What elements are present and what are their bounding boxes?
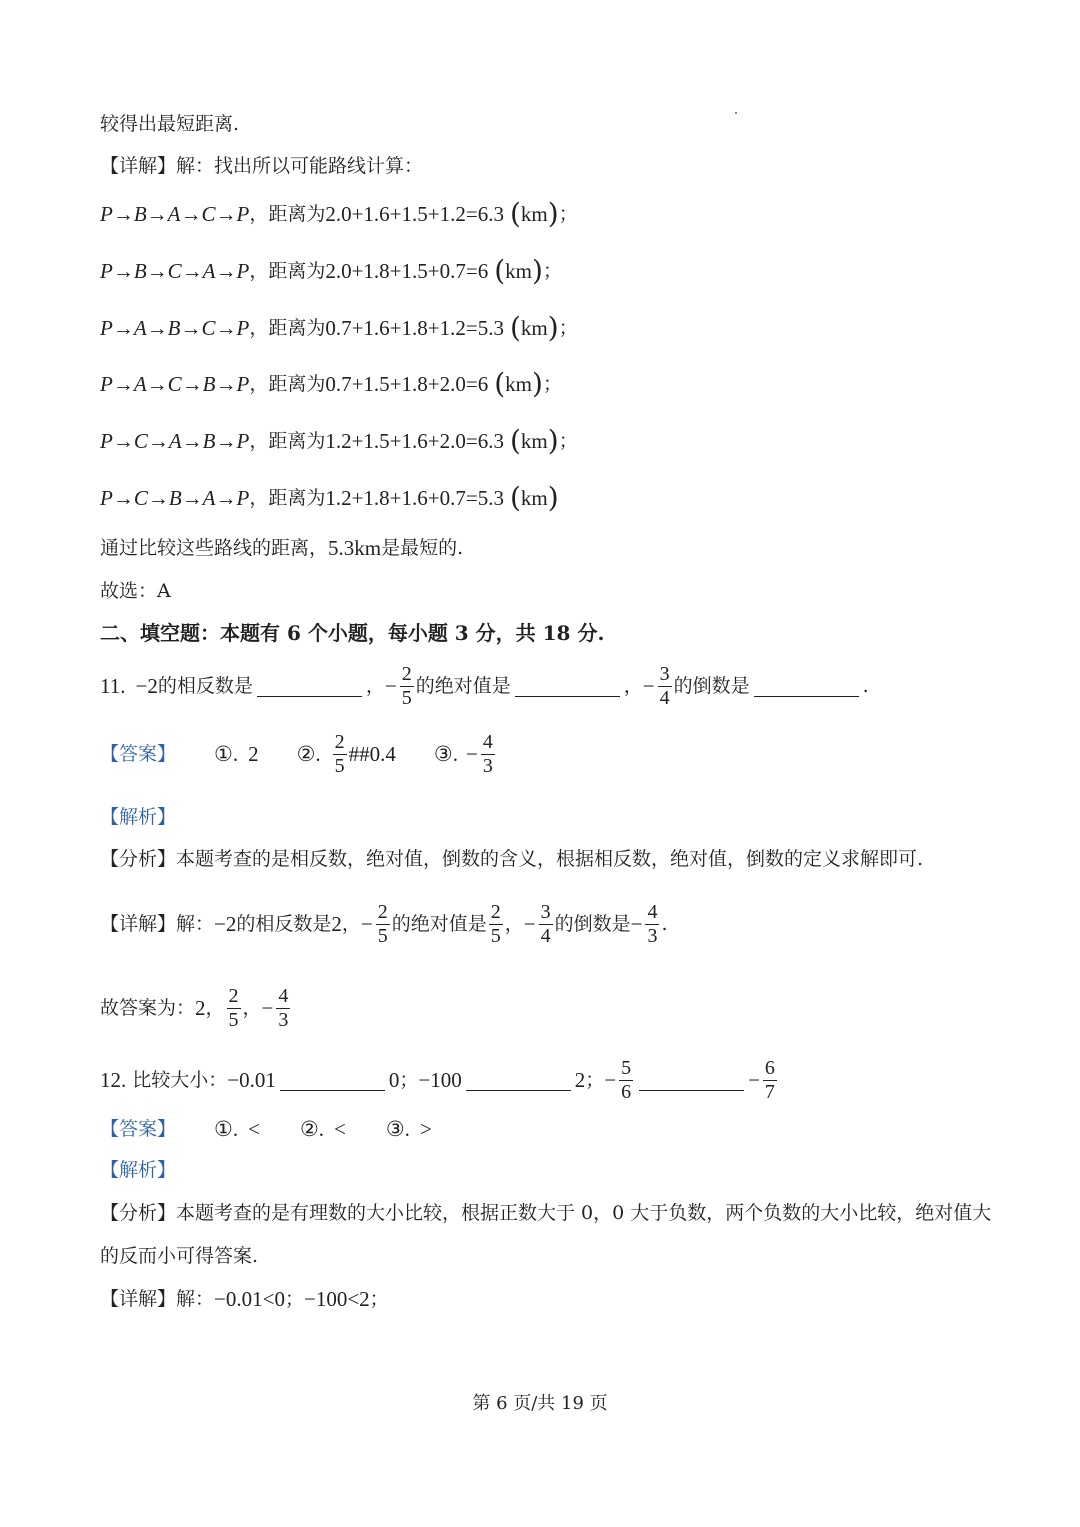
fraction: $\frac{2}{5}$ xyxy=(334,730,345,777)
fraction: $\frac{4}{3}$ xyxy=(647,900,658,947)
analysis-12: 【分析】 本题考查的是有理数的大小比较，根据正数大于 0，0 大于负数，两个负数的大小比较，绝对值大 xyxy=(100,1202,992,1224)
route-expr: 0.7+1.6+1.8+1.2=5.3 xyxy=(325,316,504,340)
compare-line: 通过比较这些路线的距离， 5.3km 是最短的. xyxy=(100,536,464,560)
question-11: 11. −2 的相反数是 ， − $\frac{2}{5}$ 的绝对值是 ， − $\frac{3}{4}$ 的倒数是 . xyxy=(100,662,869,709)
fraction: $\frac{2}{5}$ xyxy=(228,984,239,1031)
fraction: $\frac{4}{3}$ xyxy=(482,730,493,777)
fraction: $\frac{2}{5}$ xyxy=(377,900,388,947)
route-path: P→A→B→C→P xyxy=(100,316,250,340)
route-expr: 1.2+1.5+1.6+2.0=6.3 xyxy=(325,429,504,453)
analysis-12-cont: 的反而小可得答案. xyxy=(100,1245,259,1267)
route-path: P→B→A→C→P xyxy=(100,202,250,226)
fraction: $\frac{5}{6}$ xyxy=(621,1056,632,1103)
analysis-label: 【解析】 xyxy=(100,806,177,828)
detail-11: 【详解】 解： −2 的相反数是 2 ， − $\frac{2}{5}$ 的绝对值是 $\frac{2}{5}$ ， − $\frac{3}{4}$ 的倒数是 − $\frac{4}{3}$ . xyxy=(100,900,668,947)
detail-intro: 【详解】 解：找出所以可能路线计算： xyxy=(100,155,424,177)
route-path: P→C→B→A→P xyxy=(100,486,250,510)
intro-line: 较得出最短距离. xyxy=(100,113,240,135)
route-line: P→C→A→B→P ，距离为 1.2+1.5+1.6+2.0=6.3 ( km ) ； xyxy=(100,424,578,457)
analysis-label: 【解析】 xyxy=(100,1159,177,1181)
answer-12: 【答案】 ①. < ②. < ③. > xyxy=(100,1117,432,1141)
route-line: P→B→C→A→P ，距离为 2.0+1.8+1.5+0.7=6 ( km ) ； xyxy=(100,254,562,287)
route-expr: 2.0+1.6+1.5+1.2=6.3 xyxy=(325,202,504,226)
answer-11-final: 故答案为： 2 ， $\frac{2}{5}$ ， − $\frac{4}{3}$ xyxy=(100,984,289,1031)
fraction: $\frac{2}{5}$ xyxy=(490,900,501,947)
route-line: P→A→B→C→P ，距离为 0.7+1.6+1.8+1.2=5.3 ( km ) ； xyxy=(100,311,578,344)
fraction: $\frac{2}{5}$ xyxy=(401,662,412,709)
fraction: $\frac{6}{7}$ xyxy=(764,1056,775,1103)
section-heading: 二、填空题：本题有 6 个小题，每小题 3 分，共 18 分. xyxy=(100,621,605,645)
detail-12: 【详解】 解： −0.01<0 ； −100<2 ； xyxy=(100,1287,389,1311)
route-line: P→B→A→C→P ，距离为 2.0+1.6+1.5+1.2=6.3 ( km ) ； xyxy=(100,197,578,230)
route-line: P→A→C→B→P ，距离为 0.7+1.5+1.8+2.0=6 ( km ) ； xyxy=(100,367,562,400)
question-12: 12. 比较大小： −0.01 0 ； −100 2 ； − $\frac{5}{6}$ − $\frac{6}{7}$ xyxy=(100,1056,775,1103)
analysis-11: 【分析】 本题考查的是相反数，绝对值，倒数的含义，根据相反数，绝对值，倒数的定义求解即可. xyxy=(100,848,924,870)
route-path: P→B→C→A→P xyxy=(100,259,250,283)
answer-11: 【答案】 ①. 2 ②. $\frac{2}{5}$ ##0.4 ③. − $\frac{4}{3}$ xyxy=(100,730,493,777)
answer-blank[interactable] xyxy=(639,1070,744,1091)
route-path: P→A→C→B→P xyxy=(100,372,250,396)
answer-blank[interactable] xyxy=(257,676,362,697)
answer-blank[interactable] xyxy=(280,1070,385,1091)
answer-blank[interactable] xyxy=(466,1070,571,1091)
speck xyxy=(735,112,737,114)
page-footer: 第 6 页/共 19 页 xyxy=(472,1393,608,1414)
answer-blank[interactable] xyxy=(515,676,620,697)
route-expr: 0.7+1.5+1.8+2.0=6 xyxy=(325,372,489,396)
route-expr: 1.2+1.8+1.6+0.7=5.3 xyxy=(325,486,504,510)
fraction: $\frac{3}{4}$ xyxy=(540,900,551,947)
route-expr: 2.0+1.8+1.5+0.7=6 xyxy=(325,259,489,283)
fraction: $\frac{4}{3}$ xyxy=(278,984,289,1031)
answer-blank[interactable] xyxy=(754,676,859,697)
route-path: P→C→A→B→P xyxy=(100,429,250,453)
route-line: P→C→B→A→P ，距离为 1.2+1.8+1.6+0.7=5.3 ( km ) xyxy=(100,481,559,514)
fraction: $\frac{3}{4}$ xyxy=(659,662,670,709)
choice-line: 故选：A xyxy=(100,580,171,602)
